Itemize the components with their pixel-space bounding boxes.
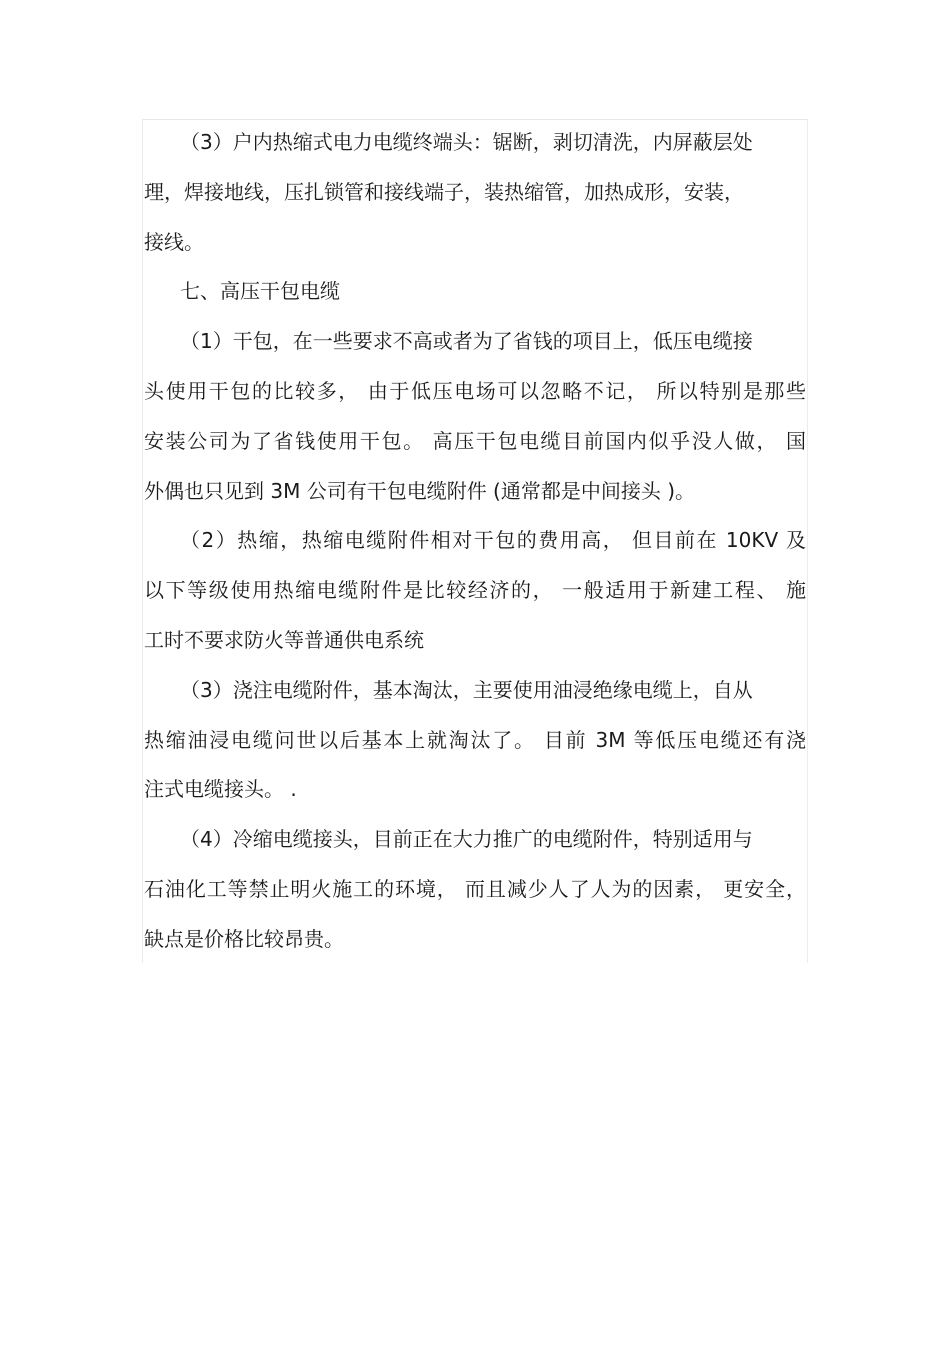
text-line: （1）干包，在一些要求不高或者为了省钱的项目上，低压电缆接 — [180, 329, 753, 354]
document-body — [144, 121, 806, 968]
text-line: 注式电缆接头。 . — [144, 777, 297, 802]
section-heading: 七、高压干包电缆 — [180, 279, 340, 304]
text-line: 以下等级使用热缩电缆附件是比较经济的， 一般适用于新建工程、 施 — [144, 578, 806, 603]
text-line: 安装公司为了省钱使用干包。 高压干包电缆目前国内似乎没人做， 国 — [144, 428, 806, 453]
text-line: 缺点是价格比较昂贵。 — [144, 926, 344, 951]
text-line: （2）热缩，热缩电缆附件相对干包的费用高， 但目前在 10KV 及 — [180, 528, 806, 553]
text-line: 热缩油浸电缆问世以后基本上就淘汰了。 目前 3M 等低压电缆还有浇 — [144, 727, 806, 752]
text-line: （3）浇注电缆附件，基本淘汰，主要使用油浸绝缘电缆上，自从 — [180, 677, 753, 702]
text-line: 接线。 — [144, 229, 204, 254]
text-line: 头使用干包的比较多， 由于低压电场可以忽略不记， 所以特别是那些 — [144, 378, 806, 403]
text-line: （3）户内热缩式电力电缆终端头：锯断，剥切清洗，内屏蔽层处 — [180, 130, 753, 154]
text-line: （4）冷缩电缆接头，目前正在大力推广的电缆附件，特别适用与 — [180, 827, 753, 852]
text-line: 工时不要求防火等普通供电系统 — [144, 627, 424, 652]
text-line: 理，焊接地线，压扎锁管和接线端子，装热缩管，加热成形，安装， — [144, 179, 744, 204]
text-line: 石油化工等禁止明火施工的环境， 而且减少人了人为的因素， 更安全， — [144, 876, 806, 901]
text-line: 外偶也只见到 3M 公司有干包电缆附件 (通常都是中间接头 )。 — [144, 478, 696, 503]
